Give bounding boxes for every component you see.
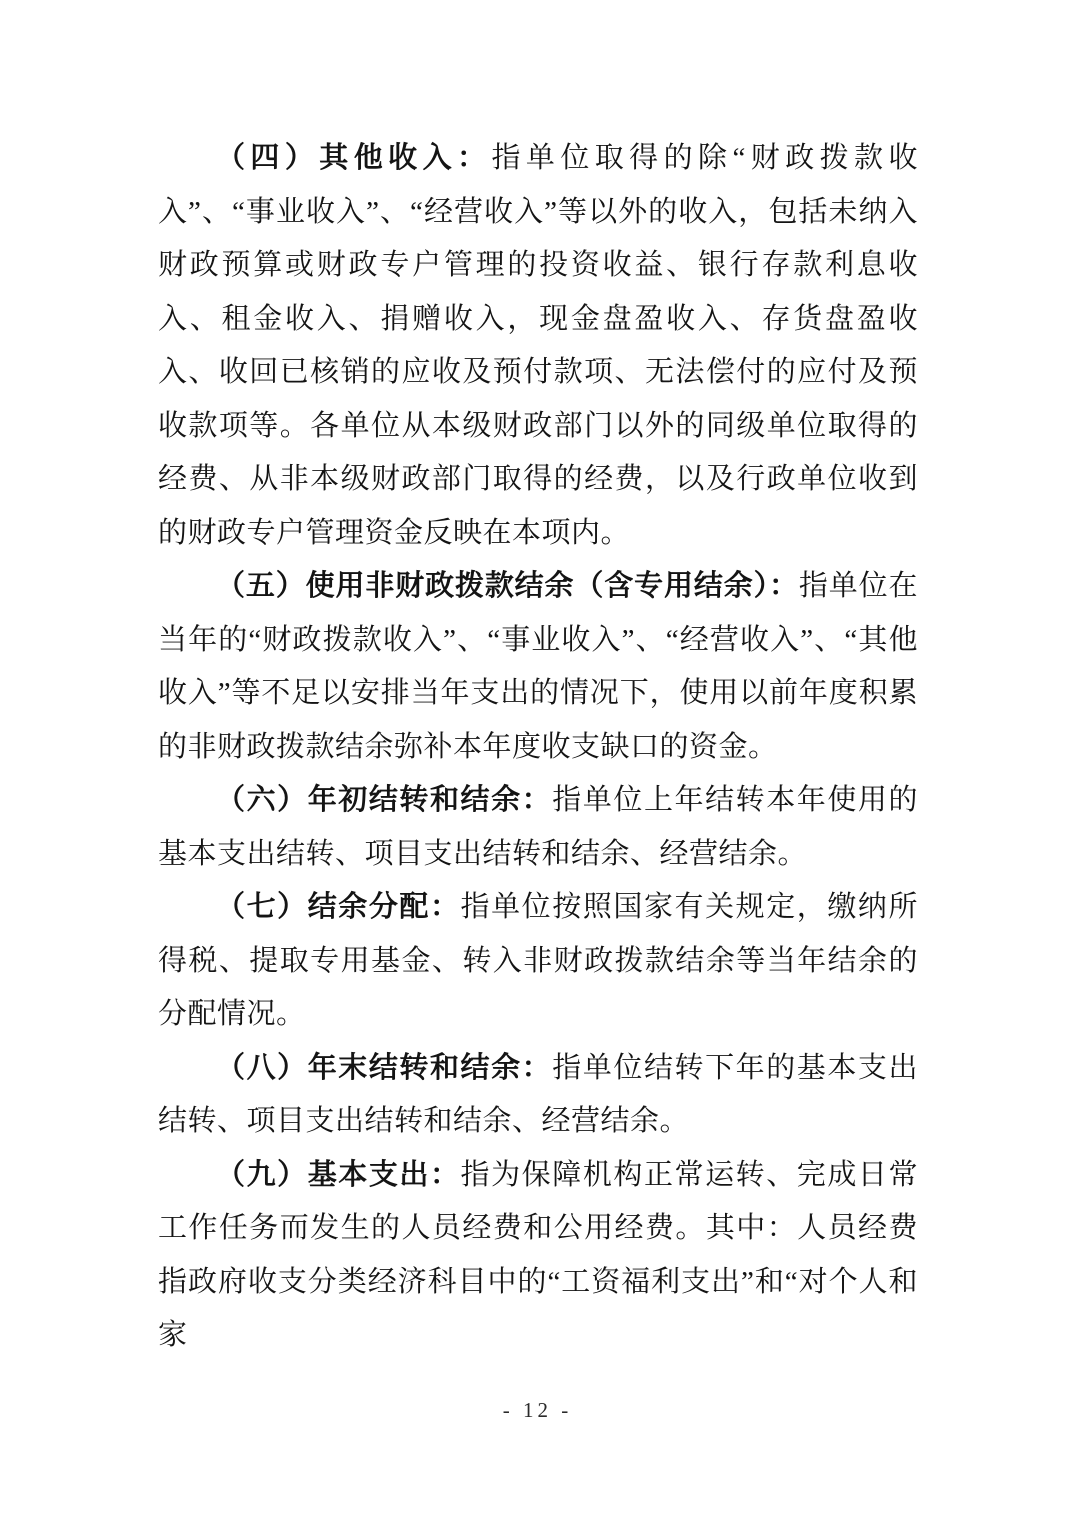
paragraph-other-income (158, 132, 918, 560)
paragraph-heading: （六）年初结转和结余： (216, 784, 553, 816)
paragraph-text: 指单位按照国家有关规定，缴纳所得税、提取专用基金、转入非财政拨款结余等当年结余的分配情况。 (158, 891, 918, 1030)
paragraph-basic-expenditure (158, 1149, 918, 1363)
paragraph-heading: （八）年末结转和结余： (216, 1051, 553, 1084)
paragraph-text: 指为保障机构正常运转、完成日常工作任务而发生的人员经费和公用经费。其中：人员经费指政府收支分类经济科目中的“工资福利支出”和“对个人和家 (158, 1158, 918, 1351)
document-body (158, 132, 918, 1363)
paragraph-heading: （四）其他收入： (216, 142, 492, 174)
paragraph-heading: （九）基本支出： (216, 1158, 461, 1191)
paragraph-text: 指单位结转下年的基本支出结转、项目支出结转和结余、经营结余。 (158, 1051, 918, 1137)
paragraph-year-end-carryover (158, 1042, 918, 1149)
paragraph-beginning-year-carryover (158, 774, 918, 881)
page-number: - 12 - (502, 1398, 573, 1422)
paragraph-use-of-non-fiscal-surplus (158, 560, 918, 774)
paragraph-text: 指单位在当年的“财政拨款收入”、“事业收入”、“经营收入”、“其他收入”等不足以安排当年支出的情况下，使用以前年度积累的非财政拨款结余弥补本年度收支缺口的资金。 (158, 570, 918, 763)
paragraph-text: 指单位取得的除“财政拨款收入”、“事业收入”、“经营收入”等以外的收入，包括未纳入财政预算或财政专户管理的投资收益、银行存款利息收入、租金收入、捐赠收入，现金盘盈收入、存货盘盈收入、收回已核销的应收及预付款项、无法偿付的应付及预收款项等。各单位从本级财政部门以外的同级单位取得的经费、从非本级财政部门取得的经费，以及行政单位收到的财政专户管理资金反映在本项内。 (158, 142, 918, 549)
paragraph-text: 指单位上年结转本年使用的基本支出结转、项目支出结转和结余、经营结余。 (158, 784, 918, 870)
paragraph-heading: （七）结余分配： (216, 891, 461, 923)
paragraph-surplus-distribution (158, 881, 918, 1042)
paragraph-heading: （五）使用非财政拨款结余（含专用结余）： (216, 570, 799, 602)
